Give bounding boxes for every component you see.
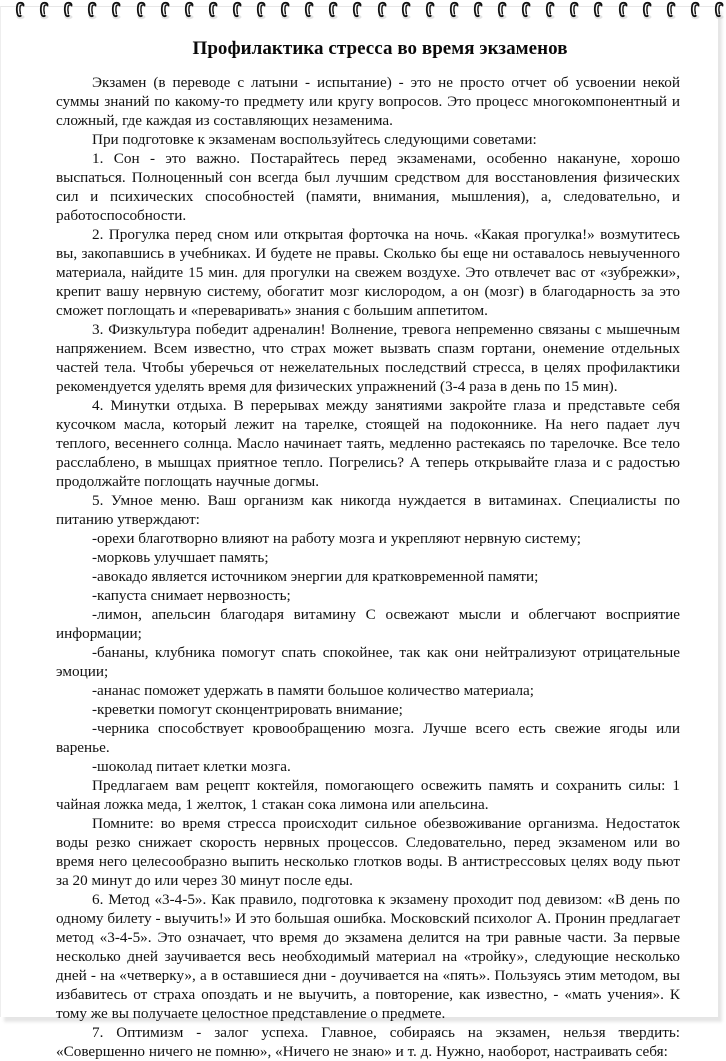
- list-item-pineapple: -ананас поможет удержать в памяти большое количество материала;: [92, 682, 534, 699]
- document-body: [56, 36, 680, 1061]
- paragraph-cocktail: Предлагаем вам рецепт коктейля, помогающего освежить память и сохранить силы: 1 чайная ложка меда, 1 желток, 1 стакан сока лимона или апельсина.: [56, 777, 680, 813]
- spiral-ring-icon: [63, 1, 74, 21]
- spiral-ring-icon: [304, 1, 315, 21]
- paragraph-intro: Экзамен (в переводе с латыни - испытание) - это не просто отчет об усвоении некой суммы знаний по какому-то предмету или кругу вопросов. Это процесс многокомпонентный и сложный, где каждая из составляющих незаменима.: [56, 74, 680, 129]
- list-item-citrus: -лимон, апельсин благодаря витамину С освежают мысли и облегчают восприятие информации;: [56, 606, 680, 642]
- spiral-ring-icon: [666, 1, 677, 21]
- paragraph-tip-sleep: 1. Сон - это важно. Постарайтесь перед экзаменами, особенно накануне, хорошо выспаться. Полноценный сон всегда был лучшим средством для восстановления физических сил и психических способностей (памяти, внимания, мышления), а, следовательно, и работоспособности.: [56, 150, 680, 224]
- document-title: Профилактика стресса во время экзаменов: [192, 38, 568, 59]
- spiral-ring-icon: [352, 1, 363, 21]
- spiral-ring-icon: [401, 1, 412, 21]
- spiral-ring-icon: [208, 1, 219, 21]
- paragraph-tip-optimism: 7. Оптимизм - залог успеха. Главное, собираясь на экзамен, нельзя твердить: «Совершенно ничего не помню», «Ничего не знаю» и т. д. Нужно, наоборот, настраивать себя:: [56, 1024, 680, 1060]
- spiral-ring-icon: [642, 1, 653, 21]
- paragraph-tip-walk: 2. Прогулка перед сном или открытая форточка на ночь. «Какая прогулка!» возмутитесь вы, закопавшись в учебниках. И будете не правы. Сколько бы еще ни оставалось невыученного материала, найдите 15 мин. для прогулки на свежем воздухе. Это отвлечет вас от «зубрежки», крепит вашу нервную систему, обогатит мозг кислородом, а он (мозг) в благодарность за это сможет поглощать и «переваривать» знания с большим аппетитом.: [56, 226, 680, 319]
- list-item-cabbage: -капуста снимает нервозность;: [92, 587, 291, 604]
- paragraph-tip-rest: 4. Минутки отдыха. В перерывах между занятиями закройте глаза и представьте себя кусочком масла, который лежит на тарелке, стоящей на подоконнике. На него падает луч теплого, весеннего солнца. Масло начинает таять, медленно растекаясь по тарелочке. Все тело расслаблено, в мышцах приятное тепло. Погрелись? А теперь открывайте глаза и с радостью продолжайте поглощать научные догмы.: [56, 397, 680, 490]
- spiral-ring-icon: [328, 1, 339, 21]
- list-item-avocado: -авокадо является источником энергии для кратковременной памяти;: [92, 568, 539, 585]
- list-item-chocolate: -шоколад питает клетки мозга.: [92, 758, 291, 775]
- list-item-banana: -бананы, клубника помогут спать спокойнее, так как они нейтрализуют отрицательные эмоции;: [56, 644, 680, 680]
- spiral-ring-icon: [111, 1, 122, 21]
- list-item-carrot: -морковь улучшает память;: [92, 549, 269, 566]
- spiral-ring-icon: [521, 1, 532, 21]
- spiral-ring-icon: [160, 1, 171, 21]
- spiral-ring-icon: [690, 1, 701, 21]
- spiral-ring-icon: [473, 1, 484, 21]
- paragraph-tip-menu: 5. Умное меню. Ваш организм как никогда нуждается в витаминах. Специалисты по питанию утверждают:: [56, 492, 680, 528]
- list-item-shrimp: -креветки помогут сконцентрировать внимание;: [92, 701, 403, 718]
- spiral-ring-icon: [256, 1, 267, 21]
- paragraph-water: Помните: во время стресса происходит сильное обезвоживание организма. Недостаток воды резко снижает скорость нервных процессов. Следовательно, перед экзаменом или во время него целесообразно выпить несколько глотков воды. В антистрессовых целях воду пьют за 20 минут до или через 30 минут после еды.: [56, 815, 680, 889]
- list-item-nuts: -орехи благотворно влияют на работу мозга и укрепляют нервную систему;: [92, 530, 582, 547]
- spiral-ring-icon: [184, 1, 195, 21]
- spiral-ring-icon: [15, 1, 26, 21]
- paragraph-advice-lead: При подготовке к экзаменам воспользуйтесь следующими советами:: [92, 131, 537, 148]
- spiral-ring-icon: [136, 1, 147, 21]
- spiral-ring-icon: [87, 1, 98, 21]
- paragraph-tip-exercise: 3. Физкультура победит адреналин! Волнение, тревога непременно связаны с мышечным напряжением. Всем известно, что страх может вызвать спазм гортани, онемение отдельных частей тела. Чтобы уберечься от нежелательных последствий стресса, в целях профилактики рекомендуется уделять время для физических упражнений (3-4 раза в день по 15 мин).: [56, 321, 680, 395]
- spiral-ring-icon: [232, 1, 243, 21]
- spiral-ring-icon: [714, 1, 725, 21]
- paragraph-tip-method: 6. Метод «3-4-5». Как правило, подготовка к экзамену проходит под девизом: «В день по одному билету - выучить!» И это большая ошибка. Московский психолог А. Пронин предлагает метод «3-4-5». Это означает, что время до экзамена делится на три равные части. За первые несколько дней заучивается весь необходимый материал на «тройку», следующие несколько дней - на «четверку», а в оставшиеся дни - доучивается на «пять». Пользуясь этим методом, вы избавитесь от страха опоздать и не выучить, а повторение, как известно, - «мать учения». К тому же вы получаете целостное представление о предмете.: [56, 891, 680, 1022]
- list-item-blueberry: -черника способствует кровообращению мозга. Лучше всего есть свежие ягоды или варенье.: [56, 720, 680, 756]
- spiral-ring-icon: [449, 1, 460, 21]
- spiral-ring-icon: [593, 1, 604, 21]
- spiral-ring-icon: [545, 1, 556, 21]
- spiral-ring-icon: [280, 1, 291, 21]
- spiral-ring-icon: [377, 1, 388, 21]
- spiral-ring-icon: [618, 1, 629, 21]
- spiral-ring-icon: [497, 1, 508, 21]
- spiral-ring-icon: [425, 1, 436, 21]
- spiral-ring-icon: [39, 1, 50, 21]
- spiral-ring-icon: [569, 1, 580, 21]
- spiral-binding: [0, 0, 726, 24]
